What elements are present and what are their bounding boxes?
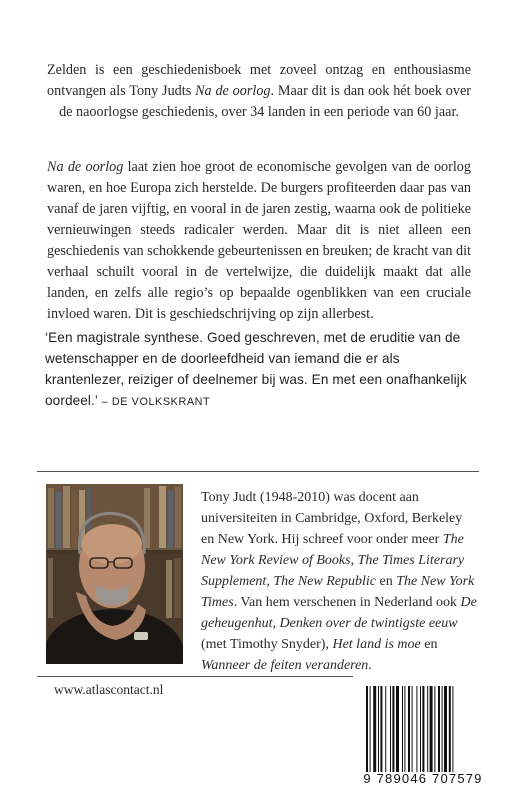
author-photo — [46, 484, 183, 664]
barcode-bar — [404, 686, 405, 772]
isbn-number: 9 789046 707579 — [363, 771, 483, 786]
book-title: Na de oorlog — [47, 159, 124, 176]
barcode-bar — [392, 686, 394, 772]
barcode-bar — [438, 686, 440, 772]
barcode-bar — [430, 686, 433, 772]
barcode-bar — [452, 686, 453, 772]
barcode-bar — [373, 686, 376, 772]
barcode-bar — [370, 686, 371, 772]
barcode-bar — [412, 686, 413, 772]
barcode-bar — [416, 686, 417, 772]
barcode-bar — [434, 686, 435, 772]
isbn-barcode — [365, 686, 481, 772]
barcode-bar — [378, 686, 379, 772]
blurb-text: Zelden is een geschiedenisboek met zoveel ontzag en enthousiasme ontvangen als Tony Judts — [47, 62, 471, 100]
quote-source: – DE VOLKSKRANT — [98, 396, 211, 408]
barcode-bar — [402, 686, 403, 772]
publisher-website[interactable]: www.atlascontact.nl — [54, 682, 164, 697]
barcode-bar — [422, 686, 424, 772]
quote-text: ‘Een magistrale synthese. Goed geschreven, met de eruditie van de wetenschapper en de doorleefdheid van iemand die er als krantenlezer, reiziger of deelnemer bij was. En met een onafhankelijk oordeel.’ — [45, 330, 467, 408]
divider-top — [37, 471, 479, 472]
barcode-bar — [366, 686, 368, 772]
review-quote — [45, 327, 475, 413]
barcode-bar — [390, 686, 391, 772]
blurb-text: . Maar dit is dan ook hét boek over de naoorlogse geschiedenis, over 34 landen in een periode van 60 jaar. — [59, 83, 471, 121]
author-portrait-icon — [46, 484, 183, 664]
blurb-text: laat zien hoe groot de economische gevolgen van de oorlog waren, en hoe Europa zich herstelde. De burgers profiteerden daar pas van vanaf de jaren vijftig, en vooral in de jaren zestig, waarna ook de politieke vernieuwingen steeds radicaler werden. Maar dit is niet alleen een geschiedenis van schokkende gebeurtenissen en breuken; de kracht van dit verhaal schuilt vooral in de vertelwijze, die duidelijk maakt dat alle landen, en zelfs alle regio’s op bepaalde ogenblikken van een cruciale invloed waren. Dit is geschiedschrijving op zijn allerbest. — [47, 159, 471, 323]
book-title: Na de oorlog — [195, 83, 271, 100]
barcode-bar — [396, 686, 399, 772]
blurb-paragraph-2 — [47, 157, 471, 325]
barcode-bar — [408, 686, 410, 772]
barcode-bar — [444, 686, 447, 772]
barcode-bar — [380, 686, 382, 772]
barcode-bar — [449, 686, 451, 772]
barcode-bar — [420, 686, 421, 772]
barcode-bar — [427, 686, 428, 772]
author-bio: Tony Judt (1948-2010) was docent aan universiteiten in Cambridge, Oxford, Berkeley en New York. Hij schreef voor onder meer The New York Review of Books, The Times Literary Supplement, The New Republic en The New York Times. Van hem verschenen in Nederland ook De geheugenhut, Denken over de twintigste eeuw (met Timothy Snyder), Het land is moe en Wanneer de feiten veranderen. — [201, 490, 477, 673]
blurb-paragraph-1 — [47, 60, 471, 123]
divider-bottom — [37, 676, 353, 677]
barcode-bar — [442, 686, 443, 772]
barcode-bar — [385, 686, 386, 772]
